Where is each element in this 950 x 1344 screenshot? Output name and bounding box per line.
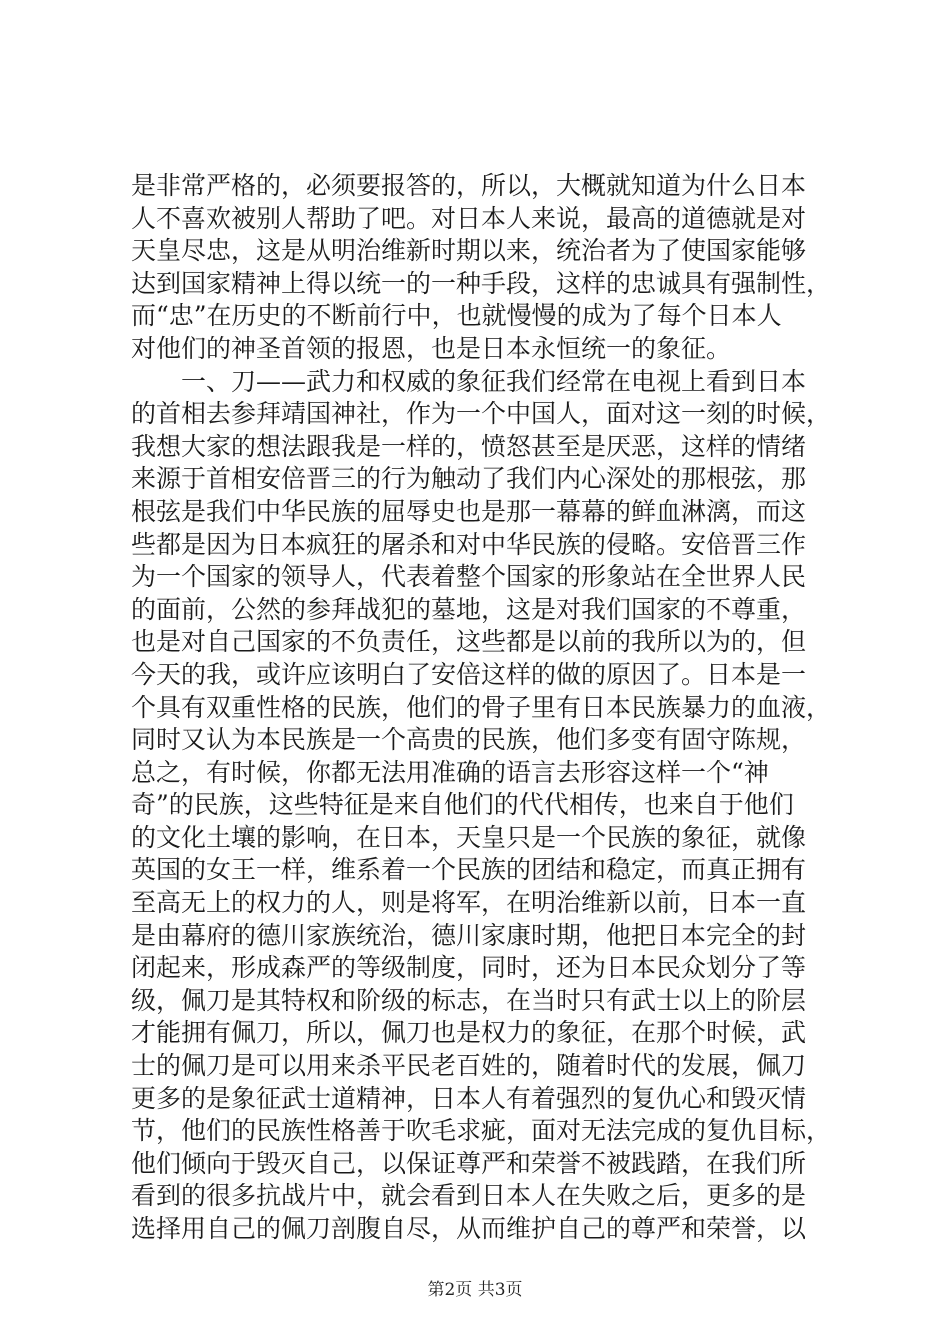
text-line: 至高无上的权力的人，则是将军，在明治维新以前，日本一直: [131, 888, 807, 918]
text-line: 些都是因为日本疯狂的屠杀和对中华民族的侵略。安倍晋三作: [131, 529, 807, 559]
text-line: 更多的是象征武士道精神，日本人有着强烈的复仇心和毁灭情: [131, 1083, 807, 1113]
text-line: 是非常严格的，必须要报答的，所以，大概就知道为什么日本: [131, 171, 807, 200]
text-line: 达到国家精神上得以统一的一种手段，这样的忠诚具有强制性，: [131, 268, 832, 298]
text-line: 奇”的民族，这些特征是来自他们的代代相传，也来自于他们: [131, 790, 794, 820]
text-line: 的首相去参拜靖国神社，作为一个中国人，面对这一刻的时候，: [131, 399, 832, 429]
text-line: 看到的很多抗战片中，就会看到日本人在失败之后，更多的是: [131, 1181, 807, 1211]
text-line: 总之，有时候，你都无法用准确的语言去形容这样一个“神: [131, 757, 769, 787]
text-line: 我想大家的想法跟我是一样的，愤怒甚至是厌恶，这样的情绪: [131, 431, 807, 461]
page-footer: 第2页 共3页: [427, 1280, 523, 1300]
text-line: 为一个国家的领导人，代表着整个国家的形象站在全世界人民: [131, 562, 807, 592]
text-line: 同时又认为本民族是一个高贵的民族，他们多变有固守陈规，: [131, 725, 807, 755]
text-line: 对他们的神圣首领的报恩，也是日本永恒统一的象征。: [131, 333, 732, 363]
text-line: 根弦是我们中华民族的屈辱史也是那一幕幕的鲜血淋漓，而这: [131, 496, 807, 526]
text-line: 也是对自己国家的不负责任，这些都是以前的我所以为的，但: [131, 627, 807, 657]
text-line: 一、刀——武力和权威的象征我们经常在电视上看到日本: [131, 366, 807, 396]
text-line: 的文化土壤的影响，在日本，天皇只是一个民族的象征，就像: [131, 822, 807, 852]
text-line: 个具有双重性格的民族，他们的骨子里有日本民族暴力的血液，: [131, 692, 832, 722]
text-line: 士的佩刀是可以用来杀平民老百姓的，随着时代的发展，佩刀: [131, 1051, 807, 1081]
text-line: 的面前，公然的参拜战犯的墓地，这是对我们国家的不尊重，: [131, 594, 807, 624]
text-line: 节，他们的民族性格善于吹毛求疵，面对无法完成的复仇目标，: [131, 1116, 832, 1146]
text-line: 来源于首相安倍晋三的行为触动了我们内心深处的那根弦，那: [131, 464, 807, 494]
text-line: 英国的女王一样，维系着一个民族的团结和稳定，而真正拥有: [131, 855, 807, 885]
text-line: 闭起来，形成森严的等级制度，同时，还为日本民众划分了等: [131, 953, 807, 983]
text-line: 而“忠”在历史的不断前行中，也就慢慢的成为了每个日本人: [131, 301, 782, 331]
text-line: 级，佩刀是其特权和阶级的标志，在当时只有武士以上的阶层: [131, 985, 807, 1015]
text-line: 才能拥有佩刀，所以，佩刀也是权力的象征，在那个时候，武: [131, 1018, 807, 1048]
body-text: [131, 170, 841, 1246]
text-line: 是由幕府的德川家族统治，德川家康时期，他把日本完全的封: [131, 920, 807, 950]
text-line: 他们倾向于毁灭自己，以保证尊严和荣誉不被践踏，在我们所: [131, 1148, 807, 1178]
text-line: 今天的我，或许应该明白了安倍这样的做的原因了。日本是一: [131, 659, 807, 689]
text-line: 人不喜欢被别人帮助了吧。对日本人来说，最高的道德就是对: [131, 203, 807, 233]
text-line: 选择用自己的佩刀剖腹自尽，从而维护自己的尊严和荣誉，以: [131, 1214, 807, 1243]
text-line: 天皇尽忠，这是从明治维新时期以来，统治者为了使国家能够: [131, 236, 807, 266]
